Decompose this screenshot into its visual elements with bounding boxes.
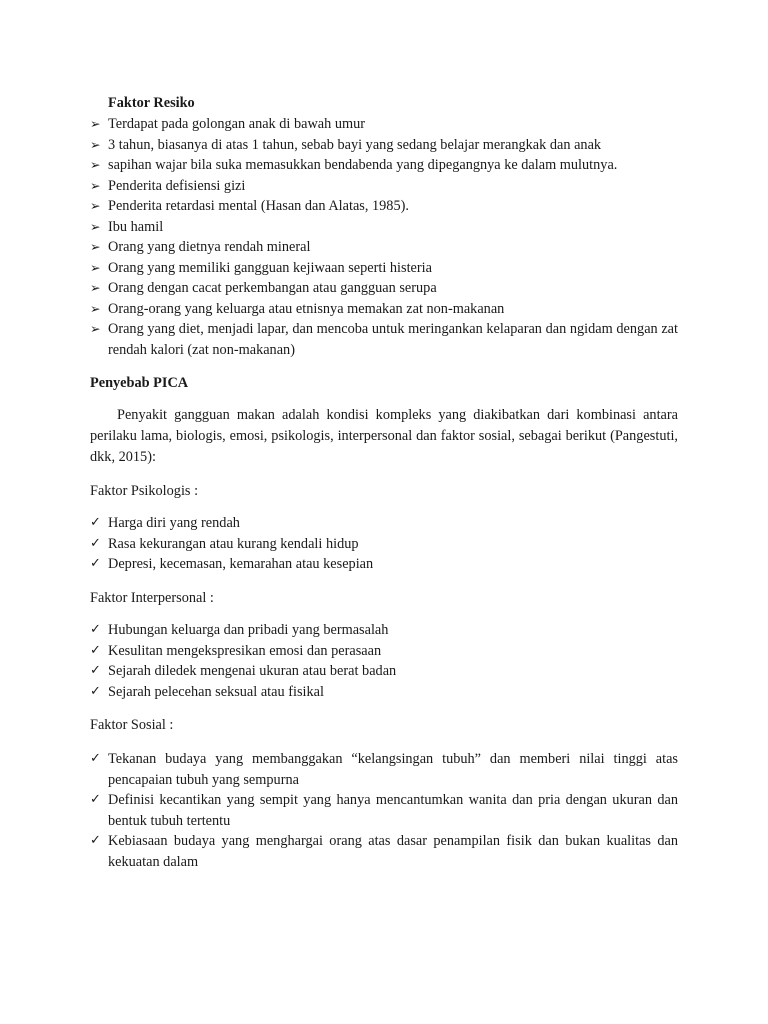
- list-item: [90, 114, 678, 135]
- list-item: [90, 513, 678, 534]
- list-item-text: Depresi, kecemasan, kemarahan atau kesepian: [108, 556, 374, 572]
- list-item-text: Terdapat pada golongan anak di bawah umur: [108, 116, 366, 132]
- list-item: [90, 196, 678, 217]
- arrow-bullet-icon: ➢: [90, 300, 101, 316]
- arrow-bullet-icon: ➢: [90, 177, 101, 193]
- intro-paragraph: Penyakit gangguan makan adalah kondisi kompleks yang diakibatkan dari kombinasi antara perilaku lama, biologis, emosi, psikologis, interpersonal dan faktor sosial, sebagai berikut (Pangestuti, dkk, 2015):: [90, 407, 678, 465]
- list-item: [90, 641, 678, 662]
- list-item-text: Sejarah diledek mengenai ukuran atau berat badan: [108, 663, 397, 679]
- list-item-text: Hubungan keluarga dan pribadi yang bermasalah: [108, 622, 389, 638]
- list-item: [90, 176, 678, 197]
- interpersonal-factors-label: Faktor Interpersonal :: [90, 590, 214, 606]
- list-item: [90, 661, 678, 682]
- check-icon: ✓: [90, 833, 101, 848]
- list-item-text: Penderita retardasi mental (Hasan dan Alatas, 1985).: [108, 198, 409, 214]
- list-item-text: Definisi kecantikan yang sempit yang hanya mencantumkan wanita dan pria dengan ukuran dan bentuk tubuh tertentu: [108, 792, 678, 829]
- social-factors-label: Faktor Sosial :: [90, 717, 174, 733]
- list-item-text: Penderita defisiensi gizi: [108, 177, 246, 194]
- list-item: [90, 217, 678, 238]
- arrow-bullet-icon: ➢: [90, 218, 101, 234]
- list-item-text: Ibu hamil: [108, 218, 164, 235]
- list-item-text: Harga diri yang rendah: [108, 515, 240, 531]
- arrow-bullet-icon: ➢: [90, 321, 101, 336]
- list-item: [90, 749, 678, 790]
- check-icon: ✓: [90, 622, 101, 637]
- list-item: [90, 278, 678, 299]
- list-item-text: Rasa kekurangan atau kurang kendali hidup: [108, 535, 359, 552]
- check-icon: ✓: [90, 751, 101, 766]
- check-icon: ✓: [90, 792, 101, 807]
- list-item-text: Orang dengan cacat perkembangan atau gangguan serupa: [108, 280, 437, 296]
- arrow-bullet-icon: ➢: [90, 198, 101, 213]
- pica-causes-heading: Penyebab PICA: [90, 375, 189, 391]
- list-item-text: Sejarah pelecehan seksual atau fisikal: [108, 683, 324, 700]
- arrow-bullet-icon: ➢: [90, 259, 101, 275]
- list-item: [90, 299, 678, 320]
- arrow-bullet-icon: ➢: [90, 280, 101, 295]
- risk-factors-heading: Faktor Resiko: [108, 95, 195, 111]
- list-item-text: 3 tahun, biasanya di atas 1 tahun, sebab bayi yang sedang belajar merangkak dan anak: [108, 136, 602, 153]
- list-item: [90, 534, 678, 555]
- list-item: [90, 319, 678, 360]
- check-icon: ✓: [90, 556, 101, 571]
- list-item: [90, 135, 678, 156]
- arrow-bullet-icon: ➢: [90, 157, 101, 172]
- list-item: [90, 790, 678, 831]
- arrow-bullet-icon: ➢: [90, 116, 101, 131]
- list-item: [90, 831, 678, 872]
- check-icon: ✓: [90, 683, 101, 699]
- list-item-text: Kebiasaan budaya yang menghargai orang atas dasar penampilan fisik dan bukan kualitas dan kekuatan dalam: [108, 833, 678, 870]
- check-icon: ✓: [90, 663, 101, 678]
- psychological-factors-label: Faktor Psikologis :: [90, 483, 199, 499]
- arrow-bullet-icon: ➢: [90, 136, 101, 152]
- check-icon: ✓: [90, 515, 101, 530]
- list-item: [90, 237, 678, 258]
- check-icon: ✓: [90, 642, 101, 658]
- list-item-text: Orang yang diet, menjadi lapar, dan mencoba untuk meringankan kelaparan dan ngidam dengan zat rendah kalori (zat non-makanan): [108, 321, 678, 358]
- list-item: [90, 682, 678, 703]
- list-item-text: Kesulitan mengekspresikan emosi dan perasaan: [108, 642, 382, 659]
- check-icon: ✓: [90, 535, 101, 551]
- list-item-text: Orang yang dietnya rendah mineral: [108, 239, 311, 255]
- list-item-text: Orang yang memiliki gangguan kejiwaan seperti histeria: [108, 259, 432, 276]
- list-item-text: sapihan wajar bila suka memasukkan bendabenda yang dipegangnya ke dalam mulutnya.: [108, 157, 618, 173]
- list-item-text: Orang-orang yang keluarga atau etnisnya memakan zat non-makanan: [108, 300, 505, 317]
- arrow-bullet-icon: ➢: [90, 239, 101, 254]
- list-item: [90, 155, 678, 176]
- list-item-text: Tekanan budaya yang membanggakan “kelangsingan tubuh” dan memberi nilai tinggi atas pencapaian tubuh yang sempurna: [108, 751, 678, 788]
- list-item: [90, 620, 678, 641]
- list-item: [90, 258, 678, 279]
- list-item: [90, 554, 678, 575]
